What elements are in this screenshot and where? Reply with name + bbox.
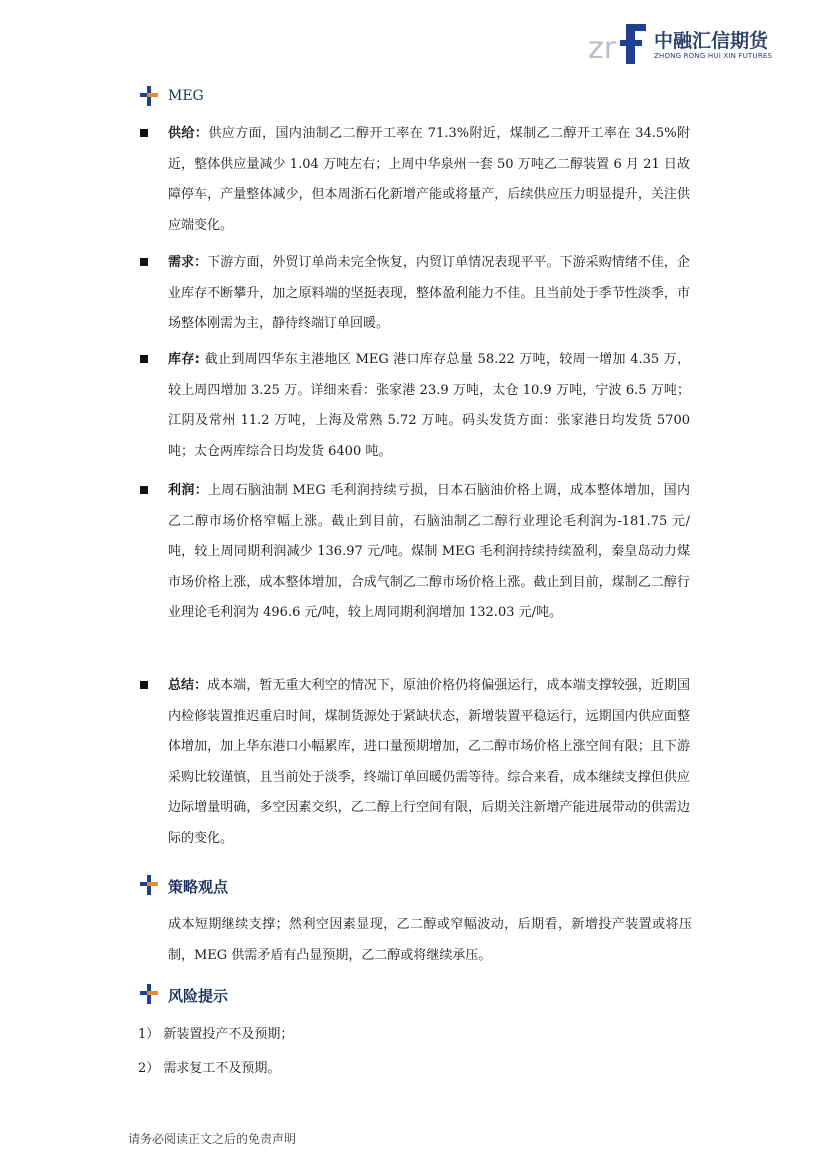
section-title-risk: 风险提示 — [168, 987, 229, 1005]
risk-item: 2） 需求复工不及预期。 — [138, 1061, 281, 1076]
paragraph-profit-text: 利润：上周石脑油制 MEG 毛利润持续亏损，日本石脑油价格上调，成本整体增加，国内乙二醇市场价格窄幅上涨。截止到目前，石脑油制乙二醇行业理论毛利润为-181.75 元/吨，较上周同期利润减少 136.97 元/吨。煤制 MEG 毛利润持续持续盈利，秦皇岛动力煤市场价格上涨，成本整体增加，合成气制乙二醇市场价格上涨。截止到目前，煤制乙二醇行业理论毛利润为 496.6 元/吨，较上周同期利润增加 132.03 元/吨。 — [168, 483, 690, 620]
section-title-strategy: 策略观点 — [168, 878, 229, 896]
strategy-text: 成本短期继续支撑；然利空因素显现，乙二醇或窄幅波动，后期看，新增投产装置或将压制，MEG 供需矛盾有凸显预期，乙二醇或将继续承压。 — [168, 917, 692, 963]
company-logo — [588, 20, 788, 64]
paragraph-label: 库存 — [168, 352, 195, 367]
risk-item: 1） 新装置投产不及预期； — [138, 1027, 294, 1042]
paragraph-label: 总结 — [168, 678, 195, 693]
section-marker-icon — [140, 984, 158, 1004]
disclaimer-footer: 请务必阅读正文之后的免责声明 — [128, 1132, 297, 1146]
paragraph-label: 供给 — [168, 126, 195, 141]
bullet-square-icon — [140, 355, 148, 363]
bullet-square-icon — [140, 258, 148, 266]
bullet-square-icon — [140, 129, 148, 137]
paragraph-demand-text: 需求：下游方面，外贸订单尚未完全恢复，内贸订单情况表现平平。下游采购情绪不佳，企业库存不断攀升，加之原料端的坚挺表现，整体盈利能力不佳。且当前处于季节性淡季，市场整体刚需为主，静待终端订单回暖。 — [168, 255, 690, 331]
logo-english-name: ZHONG RONG HUI XIN FUTURES — [654, 52, 773, 60]
section-marker-icon — [140, 875, 158, 895]
paragraph-summary-text: 总结：成本端，暂无重大利空的情况下，原油价格仍将偏强运行，成本端支撑较强，近期国内检修装置推迟重启时间，煤制货源处于紧缺状态，新增装置平稳运行，远期国内供应面整体增加，加上华东港口小幅累库，进口量预期增加，乙二醇市场价格上涨空间有限；且下游采购比较谨慎，且当前处于淡季，终端订单回暖仍需等待。综合来看，成本继续支撑但供应边际增量明确，多空因素交织，乙二醇上行空间有限，后期关注新增产能进展带动的供需边际的变化。 — [168, 678, 690, 846]
paragraph-label: 利润 — [168, 483, 195, 498]
paragraph-label: 需求 — [168, 255, 195, 270]
section-marker-icon — [140, 86, 158, 106]
section-title-meg: MEG — [168, 88, 204, 104]
logo-chinese-name: 中融汇信期货 — [654, 30, 769, 52]
paragraph-supply-text: 供给：供应方面，国内油制乙二醇开工率在 71.3%附近，煤制乙二醇开工率在 34.5%附近，整体供应量减少 1.04 万吨左右；上周中华泉州一套 50 万吨乙二醇装置 6 月 21 日故障停车，产量整体减少，但本周浙石化新增产能或将量产，后续供应压力明显提升，关注供应端变化。 — [168, 126, 690, 233]
paragraph-inventory-text: 库存: 截止到周四华东主港地区 MEG 港口库存总量 58.22 万吨，较周一增加 4.35 万，较上周四增加 3.25 万。详细来看：张家港 23.9 万吨，太仓 10.9 万吨，宁波 6.5 万吨；江阴及常州 11.2 万吨，上海及常熟 5.72 万吨。码头发货方面：张家港日均发货 5700 吨；太仓两库综合日均发货 6400 吨。 — [168, 352, 690, 459]
bullet-square-icon — [140, 486, 148, 494]
bullet-square-icon — [140, 681, 148, 689]
svg-text:zr: zr — [588, 31, 617, 64]
zrf-logo-icon — [588, 20, 650, 64]
